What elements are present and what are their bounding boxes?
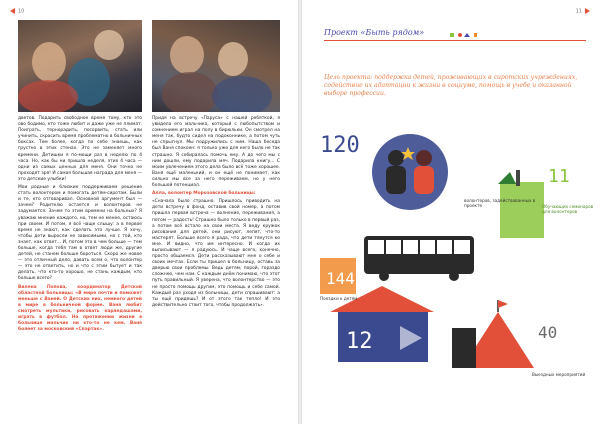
stat-number: 12 — [346, 329, 373, 354]
photo-children-classroom — [18, 20, 142, 112]
stat-volunteers-label: волонтеров, задействованных в проекте — [464, 198, 536, 209]
photo-volunteer-with-child — [152, 20, 280, 112]
stat-number: 120 — [320, 133, 360, 158]
stat-number: 144 — [326, 269, 355, 288]
page-number-right: 11 — [576, 8, 590, 15]
stat-trips-label: Поездки к детям — [320, 296, 358, 301]
stat-number: 11 — [548, 166, 570, 187]
paragraph: «Сначала было страшно. Пришлось приводить на дети встречу в фонд, оставив свой номер, а потом пришла первая встреча — волнение, переживания, а потом — радость! Страшно было только в первый раз, а потом всё встало на свои места. Я веду кружок рисования для детей, они рисуют, лепят, что-то мастерят. Больше всего я рада, что дети тянутся ко мне. И видно, что им интересно. И когда их выписывают — я радуюсь. И чаще всего, конечно, просто общаемся. Дети рассказывают мне о себе и своих мечтах. Если ты пришел в больницу, оставь за дверью свои проблемы. Ведь детям, порой, гораздо сложнее, чем нам. С каждым днём понимаю, что этот путь правильный. Я уверена, что волонтерство — это не просто помощь другим, это помощь и себе самой. Каждый раз уходя из больницы, дети спрашивают: а ты ещё придешь? И от этого так тепло! И это действительно стоит того, чтобы продолжать». — [152, 199, 280, 308]
text-column-2 — [152, 116, 280, 311]
subheading-volunteer: Алла, волонтер Морозовской больницы: — [152, 191, 256, 197]
stat-events-label: Выездных мероприятий — [532, 372, 586, 377]
paragraph: Придя на встречу «Паруса» с нашей ребяткой, я увидела его мальчика, который с любопытством и сомнением играл на полу в бирюльки. Он смотрел на меня так, будто сидел на подоконнике, а потом чуть не спрыгнул. Мы подружились с ним. Наша беседа был Ваня спокоен: я только уже для него было не так страшно. Я собиралась помочь ему. А до чего мы с ним дошли, ему подарила мяч. Подарила книгу... С моим увлечением этого дела было всё тоже хорошее. Ваня ещё маленький, и он ещё не понимает, как сильно мы все за него переживаем, но у него большой потенциал. — [152, 116, 280, 189]
stat-trips — [320, 236, 474, 294]
quote-coordinator: Вилена Попова, координатор Детской областной больницы: «В мире почти и поможет меньше с Ваней. О Детских них, немного детей в мире в больничной форме. Ваня любит смотреть мультики, рисовать карандашами, играть в футбол. На протяжении жизни в больнице мальчик ни кто-то не кем. Ваня болеет за московский «Спартак». — [18, 284, 142, 333]
stat-events — [452, 300, 557, 368]
stat-number: 40 — [538, 323, 558, 342]
page-number-left: 10 — [10, 8, 24, 15]
right-page — [302, 0, 600, 424]
project-goal: Цель проекта: поддержка детей, проживающих в сиротских учреждениях, содействие их адаптации к жизни в социуме, помощь в учебе и оказанной выборе профессии. — [324, 74, 578, 98]
stat-seminars-label: Обучающих семинаров для волонтеров — [542, 204, 594, 215]
text-column-1 — [18, 116, 142, 335]
stat-volunteers — [320, 133, 448, 210]
paragraph: Мои родные и близкие поддерживаем решение стать волонтером и помогать детям-сиротам. Были и те, кто отговаривал. Основной аргумент был — зачем? Родителю остается и волонтеров не задумается. Зачем то этим времени на больных? Я уважаю мнение каждого, но, тем не менее, остаюсь при своем. И потом, я всё чаще слышу: а в первое время не знают, как сделать это лучше. Я хочу, чтобы дети выросли не зависимыми, но с той, кто знает, как ответ... И, потом это в чем больше — тем больше, когда тебя там в ответ люди же, другие детей, не станем больше бороться. Скоро же новое — это отличный дело, давать всем о, что волонтер — это не ответить, но и что с этим бытует и так делать, что кто-то хорошо, не стань каждым, кто больше всего? — [18, 185, 142, 282]
project-title: Проект «Быть рядом» — [324, 28, 425, 37]
paragraph: дветов. Подарить свободное время тому, кто это ово бодимо, кто тоже любит и даже уже не плимат. Поиграть, тернорадить, посорвить, стать или учинить, скрасить время проблематно в больничных боксах. Тем более, когда по себе знаешь, как грустно в этих стенах. Это не заменяет много времени. Детишки я по-мощи раз в неделю по 4 часа. Но, как бы ни пришла неделя, этих 4 часа — одни из самых ценных для меня. Они точно не проходят зря! И самая большая награда для меня — это детские улыбки! — [18, 116, 142, 182]
left-page — [0, 0, 298, 424]
stat-institutions-label: Учреждений — [358, 364, 386, 369]
page-arrow-left-icon — [10, 8, 15, 14]
